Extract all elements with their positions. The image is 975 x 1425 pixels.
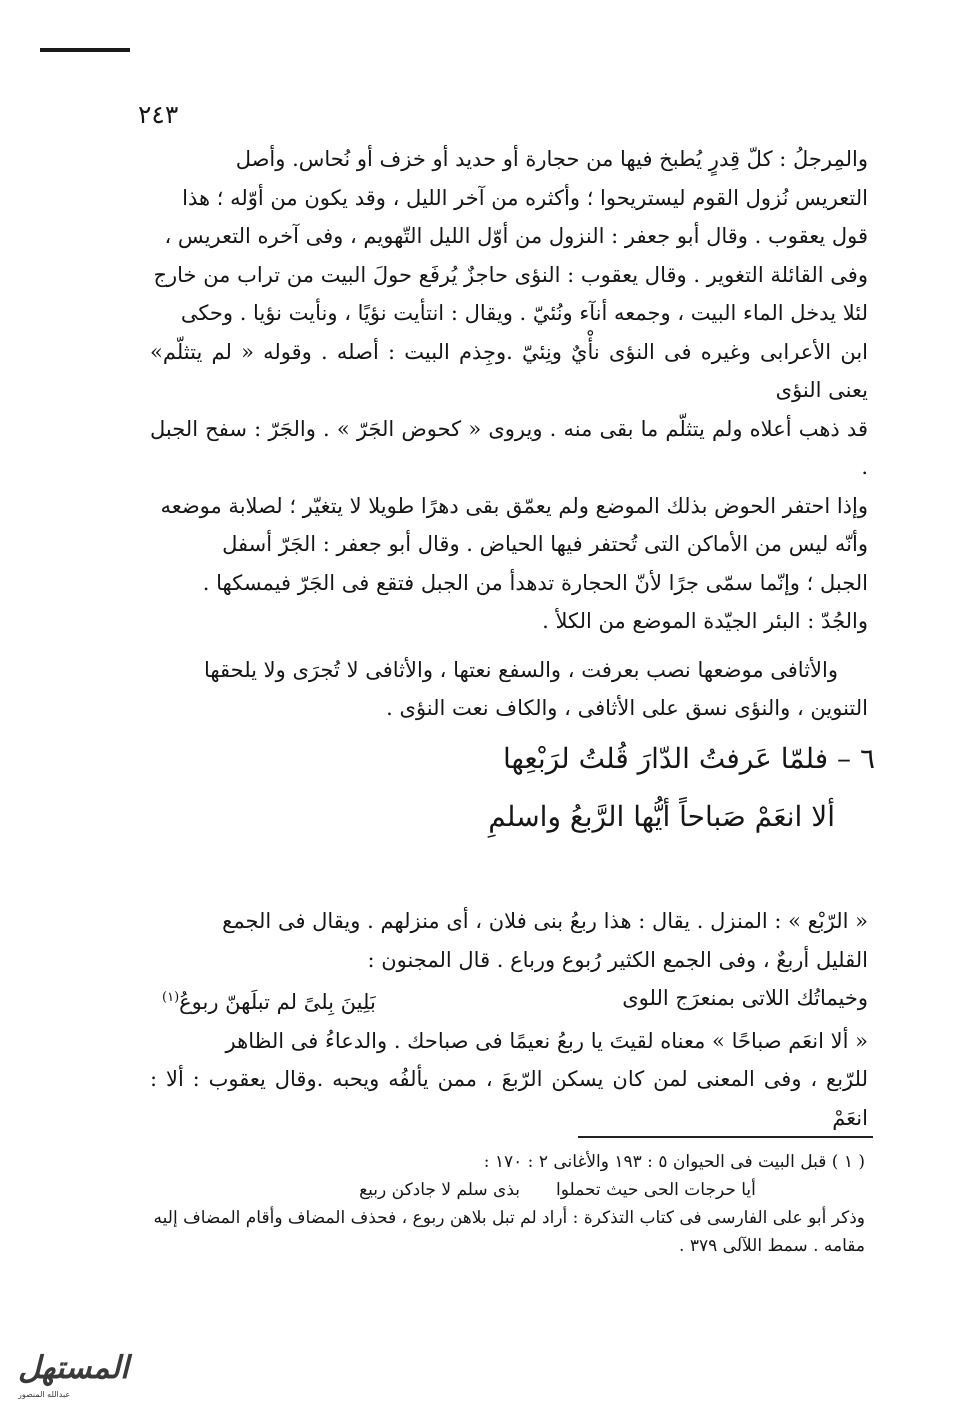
watermark-sub: عبدالله المنصور — [18, 1390, 71, 1399]
text-line: وأنّه ليس من الأماكن التى تُحتفر فيها الحياض . وقال أبو جعفر : الجَرّ أسفل — [222, 532, 868, 556]
footnote-verse — [150, 1176, 865, 1204]
footnote-verse-second-half: بذى سلم لا جادكن ربيع — [359, 1180, 520, 1200]
text-line: والجُدّ : البئر الجيّدة الموضع من الكلأ . — [542, 609, 868, 633]
text-line: قد ذهب أعلاه ولم يتثلّم ما بقى منه . ويروى « كحوض الجَرّ » . والجَرّ : سفح الجبل . — [150, 416, 868, 479]
text-line: قول يعقوب . وقال أبو جعفر : النزول من أوّل الليل التّهويم ، وفى آخره التعريس ، — [164, 224, 868, 248]
footnote-line: مقامه . سمط اللآلى ٣٧٩ . — [679, 1236, 865, 1256]
text-line: وفى القائلة التغوير . وقال يعقوب : النؤى حاجزٌ يُرفَع حولَ البيت من تراب من خارج — [153, 262, 868, 287]
text-line: القليل أربعٌ ، وفى الجمع الكثير رُبوع ورباع . قال المجنون : — [367, 947, 868, 972]
quoted-poem-line — [150, 979, 868, 1022]
text-line: والمِرجلُ : كلّ قِدرٍ يُطبخ فيها من حجارة أو حديد أو خزف أو نُحاس. وأصل — [235, 147, 868, 171]
text-line: وإذا احتفر الحوض بذلك الموضع ولم يعمّق بقى دهرًا طويلا لا يتغيّر ؛ لصلابة موضعه — [160, 493, 868, 518]
page-number: ٢٤٣ — [138, 100, 179, 129]
verse-hemistich-1: فلمّا عَرفتُ الدّارَ قُلتُ لرَبْعِها — [502, 742, 829, 775]
text-line: ابن الأعرابى وغيره فى النؤى نأْيٌ ونِئيّ .وجِذم البيت : أصله . وقوله « لم يتثلّم» يعنى النؤى — [150, 339, 868, 402]
library-watermark-logo — [12, 1340, 129, 1408]
text-line: لئلا يدخل الماء البيت ، وجمعه أنآء ونُئيّ . ويقال : انتأيت نؤيًا ، ونأيت نؤيا . وحكى — [180, 301, 868, 325]
top-edge-mark — [40, 48, 130, 52]
watermark-main: المستهل — [18, 1350, 129, 1386]
text-line: « الرّبْع » : المنزل . يقال : هذا ربعُ بنى فلان ، أى منزلهم . ويقال فى الجمع — [222, 909, 868, 933]
text-line: الجبل ؛ وإنّما سمّى جرًا لأنّ الحجارة تدهدأ من الجبل فتقع فى الجَرّ فيمسكها . — [202, 570, 868, 595]
verse-line-2 — [488, 800, 835, 833]
poem-second-half — [162, 979, 376, 1022]
verse-number: ٦ — [859, 742, 875, 775]
commentary-block-3 — [150, 902, 868, 1137]
footnote-line: وذكر أبو على الفارسى فى كتاب التذكرة : أراد لم تبل بلاهن ربوع ، فحذف المضاف وأقام المضاف إليه — [153, 1208, 865, 1228]
poem-first-half: وخيماتُك اللاتى بمنعرَج اللوى — [622, 986, 868, 1010]
text-line: « ألا انعَم صباحًا » معناه لقيتَ يا ربعُ نعيمًا فى صباحك . والدعاءُ فى الظاهر — [225, 1028, 868, 1053]
commentary-block-1 — [150, 140, 868, 728]
poem-second-half-text: بَلِينَ بِلىً لم تبلَهنّ ربوعُ — [179, 990, 376, 1014]
footnotes — [150, 1148, 865, 1260]
text-line: التعريس نُزول القوم ليستريحوا ؛ وأكثره من آخر الليل ، وقد يكون من أوّله ؛ هذا — [182, 185, 868, 210]
text-line: والأثافى موضعها نصب بعرفت ، والسفع نعتها ، والأثافى لا تُجرَى ولا يلحقها — [203, 657, 838, 682]
verse-line-1 — [503, 742, 875, 775]
text-line: للرّبع ، وفى المعنى لمن كان يسكن الرّبعَ ، ممن يألفُه ويحبه .وقال يعقوب : ألا : انعَمْ — [150, 1067, 868, 1130]
footnote-verse-first-half: أيا حرجات الحى حيث تحملوا — [556, 1180, 756, 1200]
verse-dash: – — [837, 742, 852, 775]
footnote-1: ( ١ ) قبل البيت فى الحيوان ٥ : ١٩٣ والأغانى ٢ : ١٧٠ : — [483, 1152, 865, 1172]
verse-hemistich-2: ألا انعَمْ صَباحاً أيُّها الرَّبعُ واسلمِ — [488, 800, 835, 833]
footnote-reference: (١) — [162, 990, 180, 1005]
footnote-separator — [578, 1136, 873, 1138]
text-line: التنوين ، والنؤى نسق على الأثافى ، والكاف نعت النؤى . — [386, 696, 868, 720]
